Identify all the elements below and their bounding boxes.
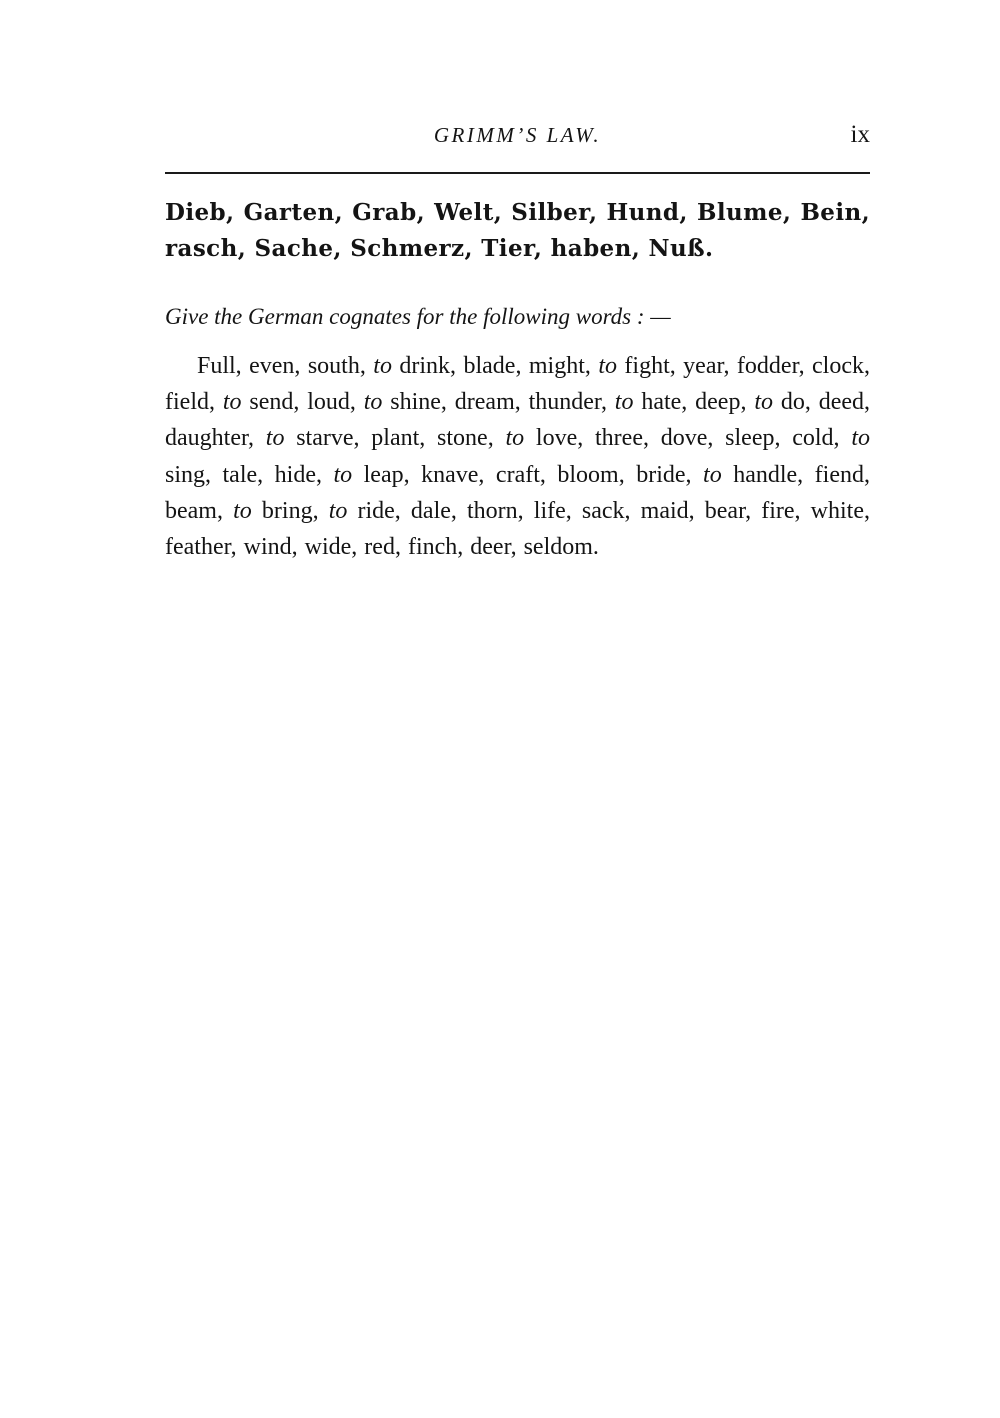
word-run: leap, knave, craft, bloom, bride, — [352, 461, 704, 488]
word-run: drink, blade, might, — [391, 353, 599, 379]
page-number: ix — [850, 121, 870, 148]
english-word-list — [165, 348, 870, 565]
running-title: GRIMM’S LAW. — [433, 123, 602, 147]
infinitive-marker: to — [851, 425, 871, 452]
header-rule — [165, 172, 870, 174]
infinitive-marker: to — [703, 461, 722, 488]
word-run: shine, dream, thunder, — [382, 389, 615, 416]
infinitive-marker: to — [614, 389, 634, 416]
infinitive-marker: to — [333, 461, 353, 488]
word-run: hate, deep, — [633, 389, 755, 416]
word-run: bring, — [251, 497, 329, 524]
word-run: starve, plant, stone, — [284, 425, 506, 452]
word-run: send, loud, — [241, 389, 364, 416]
infinitive-marker: to — [222, 389, 242, 416]
page-header — [165, 118, 870, 158]
word-run: sing, tale, hide, — [165, 461, 334, 488]
infinitive-marker: to — [328, 497, 348, 524]
infinitive-marker: to — [363, 389, 383, 416]
word-run: do, deed, daughter, — [165, 389, 870, 452]
german-word-list: Dieb, Garten, Grab, Welt, Silber, Hund, Blume, Bein, rasch, Sache, Schmerz, Tier, haben, Nuß. — [165, 199, 870, 262]
exercise-instruction: Give the German cognates for the following words : — — [165, 304, 671, 329]
infinitive-marker: to — [754, 389, 773, 416]
word-run: fight, year, fodder, clock, field, — [165, 353, 871, 416]
infinitive-marker: to — [505, 425, 525, 452]
infinitive-marker: to — [233, 497, 252, 524]
word-run: love, three, dove, sleep, cold, — [524, 425, 852, 452]
infinitive-marker: to — [598, 353, 617, 379]
word-run: handle, fiend, beam, — [165, 461, 870, 524]
word-run: Full, even, south, — [197, 353, 374, 379]
infinitive-marker: to — [373, 353, 392, 379]
infinitive-marker: to — [265, 425, 285, 452]
word-run: ride, dale, thorn, life, sack, maid, bear, fire, white, feather, wind, wide, red, finch, deer, seldom. — [165, 497, 870, 561]
